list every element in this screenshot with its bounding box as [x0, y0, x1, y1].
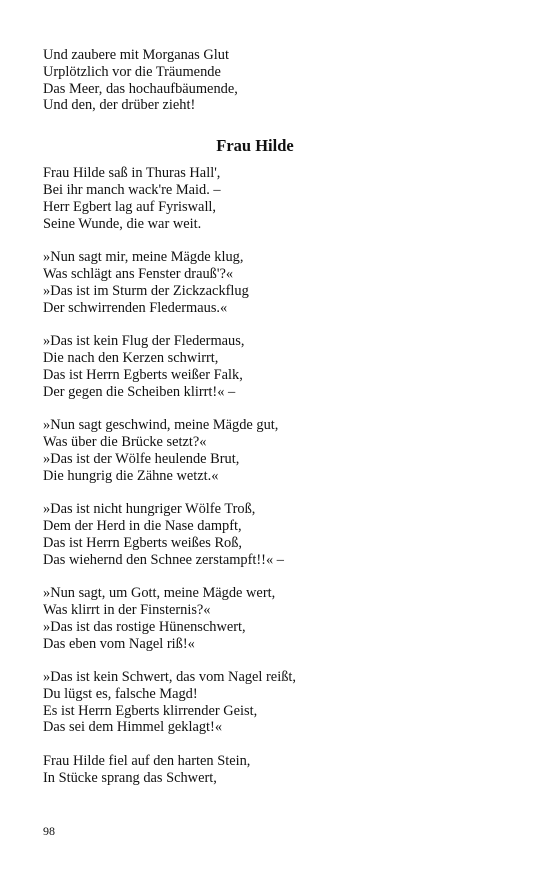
- page-number: 98: [43, 824, 55, 838]
- verse-line: Herr Egbert lag auf Fyriswall,: [43, 198, 217, 215]
- stanza: [43, 165, 513, 232]
- verse-line: Der schwirrenden Fledermaus.«: [43, 299, 228, 316]
- stanza: [43, 669, 513, 736]
- verse-line: »Nun sagt mir, meine Mägde klug,: [43, 249, 244, 266]
- verse-line: Was schlägt ans Fenster drauß'?«: [43, 265, 234, 282]
- verse-line: Und zaubere mit Morganas Glut: [43, 47, 229, 63]
- verse-line: »Das ist nicht hungriger Wölfe Troß,: [43, 501, 256, 518]
- verse-line: »Das ist kein Schwert, das vom Nagel reißt,: [43, 669, 296, 686]
- verse-line: Das sei dem Himmel geklagt!«: [43, 719, 223, 736]
- verse-line: »Nun sagt, um Gott, meine Mägde wert,: [43, 585, 276, 602]
- verse-line: Es ist Herrn Egberts klirrender Geist,: [43, 702, 258, 719]
- verse-line: Was über die Brücke setzt?«: [43, 433, 207, 450]
- verse-line: »Das ist der Wölfe heulende Brut,: [43, 450, 240, 467]
- stanza: [43, 333, 513, 400]
- page-body: [43, 47, 513, 803]
- verse-line: Frau Hilde fiel auf den harten Stein,: [43, 753, 251, 770]
- stanza: [43, 249, 513, 316]
- verse-line: Seine Wunde, die war weit.: [43, 215, 202, 232]
- stanza: [43, 501, 513, 568]
- verse-line: Das ist Herrn Egberts weißer Falk,: [43, 366, 243, 383]
- verse-line: Du lügst es, falsche Magd!: [43, 685, 198, 702]
- verse-line: Dem der Herd in die Nase dampft,: [43, 517, 242, 534]
- verse-line: Bei ihr manch wack're Maid. –: [43, 181, 221, 198]
- verse-line: Das Meer, das hochaufbäumende,: [43, 80, 238, 97]
- verse-line: Das eben vom Nagel riß!«: [43, 635, 195, 652]
- verse-line: Das wiehernd den Schnee zerstampft!!« –: [43, 551, 284, 568]
- verse-line: Das ist Herrn Egberts weißes Roß,: [43, 534, 243, 551]
- verse-line: Und den, der drüber zieht!: [43, 97, 196, 114]
- verse-line: Was klirrt in der Finsternis?«: [43, 601, 211, 618]
- stanza: [43, 753, 513, 787]
- verse-line: Die hungrig die Zähne wetzt.«: [43, 467, 219, 484]
- verse-line: Der gegen die Scheiben klirrt!« –: [43, 383, 236, 400]
- verse-line: Die nach den Kerzen schwirrt,: [43, 349, 219, 366]
- verse-line: »Das ist das rostige Hünenschwert,: [43, 618, 246, 635]
- verse-line: »Das ist im Sturm der Zickzackflug: [43, 282, 249, 299]
- verse-line: »Nun sagt geschwind, meine Mägde gut,: [43, 417, 279, 434]
- verse-line: In Stücke sprang das Schwert,: [43, 769, 217, 786]
- stanza: [43, 585, 513, 652]
- verse-line: Urplötzlich vor die Träumende: [43, 63, 221, 80]
- verse-line: Frau Hilde saß in Thuras Hall',: [43, 165, 221, 182]
- stanza: [43, 417, 513, 484]
- poem-title: Frau Hilde: [216, 136, 294, 156]
- opening-stanza: [43, 47, 513, 114]
- verse-line: »Das ist kein Flug der Fledermaus,: [43, 333, 245, 350]
